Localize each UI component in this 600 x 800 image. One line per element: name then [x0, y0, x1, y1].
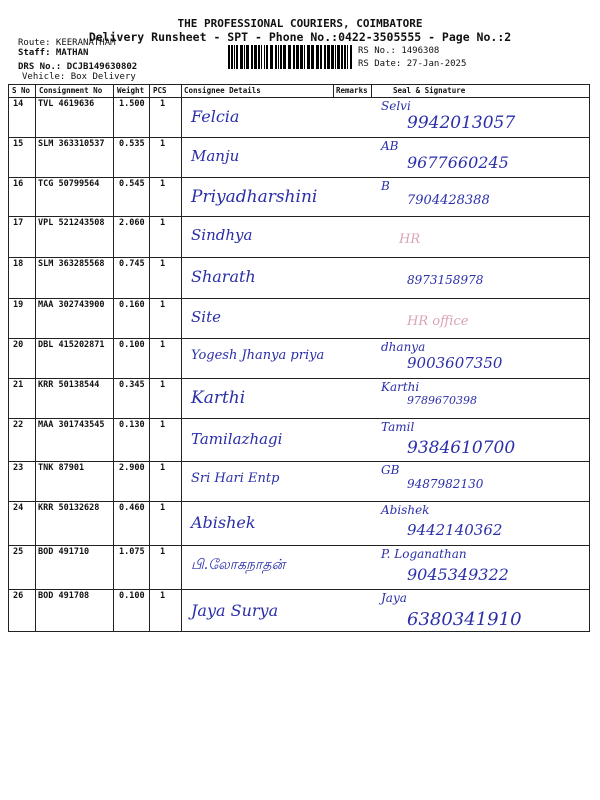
barcode-bar: [296, 45, 299, 69]
runsheet-title: Delivery Runsheet - SPT - Phone No.:0422-3505555 - Page No.:2: [88, 30, 512, 44]
barcode-bar: [347, 45, 348, 69]
barcode-bar: [304, 45, 305, 69]
barcode-bar: [254, 45, 257, 69]
row-consignment-no: DBL 415202871: [38, 340, 105, 350]
row-signature-name: B: [381, 179, 390, 193]
table-row: [9, 418, 589, 462]
barcode-bar: [316, 45, 319, 69]
barcode-bar: [311, 45, 314, 69]
row-consignment-no: KRR 50138544: [38, 380, 100, 390]
barcode-bar: [300, 45, 303, 69]
row-signature-phone: 9677660245: [407, 153, 509, 172]
row-signature-phone: 6380341910: [407, 609, 522, 630]
barcode-bar: [246, 45, 249, 69]
table-row: [9, 137, 589, 178]
row-pcs: 1: [160, 340, 166, 350]
row-weight: 0.545: [119, 179, 145, 189]
row-weight: 2.060: [119, 218, 145, 228]
row-consignee-handwriting: Priyadharshini: [191, 187, 318, 207]
runsheet-table: [8, 84, 590, 632]
barcode-image: [228, 45, 354, 69]
row-pcs: 1: [160, 591, 166, 601]
barcode-bar: [307, 45, 310, 69]
barcode-bar: [270, 45, 273, 69]
row-weight: 0.130: [119, 420, 145, 430]
row-pcs: 1: [160, 547, 166, 557]
row-signature-phone: 9045349322: [407, 565, 509, 584]
row-weight: 0.345: [119, 380, 145, 390]
row-sno: 16: [13, 179, 24, 189]
row-sno: 22: [13, 420, 24, 430]
row-consignee-handwriting: Sri Hari Entp: [191, 471, 280, 486]
table-row: [9, 177, 589, 217]
row-consignee-handwriting: Abishek: [191, 513, 256, 532]
row-consignment-no: BOD 491708: [38, 591, 90, 601]
row-sno: 20: [13, 340, 24, 350]
table-row: [9, 216, 589, 258]
barcode-bar: [240, 45, 243, 69]
row-sno: 25: [13, 547, 24, 557]
barcode-bar: [293, 45, 295, 69]
barcode-bar: [258, 45, 260, 69]
row-weight: 2.900: [119, 463, 145, 473]
row-pcs: 1: [160, 179, 166, 189]
barcode-bar: [264, 45, 265, 69]
row-consignment-no: TNK 87901: [38, 463, 85, 473]
row-weight: 0.100: [119, 340, 145, 350]
barcode-bar: [324, 45, 326, 69]
col-consignee: Consignee Details: [184, 86, 261, 95]
drs-number: DRS No.: DCJB149630802: [18, 62, 138, 72]
barcode-bar: [266, 45, 268, 69]
table-row: [9, 545, 589, 590]
row-signature-name: P. Loganathan: [381, 547, 467, 561]
barcode-bar: [350, 45, 352, 69]
row-weight: 0.745: [119, 259, 145, 269]
barcode-bar: [341, 45, 343, 69]
barcode-bar: [337, 45, 340, 69]
rs-number: RS No.: 1496308: [358, 46, 440, 56]
col-remarks: Remarks: [336, 86, 368, 95]
column-divider: [333, 85, 334, 97]
row-consignee-handwriting: Manju: [191, 147, 240, 165]
barcode-bar: [275, 45, 277, 69]
row-sno: 23: [13, 463, 24, 473]
row-sno: 19: [13, 300, 24, 310]
barcode-bar: [320, 45, 322, 69]
row-consignment-no: MAA 302743900: [38, 300, 105, 310]
row-signature-name: Selvi: [381, 99, 411, 113]
barcode-bar: [335, 45, 336, 69]
barcode-bar: [236, 45, 238, 69]
col-sno: S No: [12, 86, 31, 95]
row-consignee-handwriting: Site: [191, 308, 221, 326]
row-signature-name: Tamil: [381, 420, 415, 434]
row-weight: 1.075: [119, 547, 145, 557]
row-weight: 1.500: [119, 99, 145, 109]
row-signature-phone: 9442140362: [407, 521, 503, 539]
row-consignment-no: TVL 4619636: [38, 99, 95, 109]
table-row: [9, 338, 589, 379]
row-pcs: 1: [160, 420, 166, 430]
table-row: [9, 501, 589, 546]
row-consignee-handwriting: பி.லோகநாதன்: [191, 557, 286, 573]
row-sno: 26: [13, 591, 24, 601]
row-consignee-handwriting: Sharath: [191, 267, 256, 286]
barcode-bar: [283, 45, 286, 69]
row-consignment-no: SLM 363310537: [38, 139, 105, 149]
row-signature-name: AB: [381, 139, 399, 153]
row-signature-phone: HR office: [407, 314, 469, 329]
row-sno: 24: [13, 503, 24, 513]
col-weight: Weight: [117, 86, 145, 95]
row-signature-phone: 9003607350: [407, 354, 503, 372]
barcode-bar: [331, 45, 334, 69]
barcode-bar: [278, 45, 279, 69]
table-row: [9, 97, 589, 138]
row-weight: 0.100: [119, 591, 145, 601]
row-consignee-handwriting: Tamilazhagi: [191, 430, 283, 448]
table-row: [9, 257, 589, 299]
barcode-bar: [288, 45, 291, 69]
row-pcs: 1: [160, 300, 166, 310]
table-row: [9, 298, 589, 339]
rs-date: RS Date: 27-Jan-2025: [358, 59, 467, 69]
row-signature-phone: HR: [399, 232, 421, 247]
row-signature-phone: 9384610700: [407, 438, 516, 458]
row-consignee-handwriting: Yogesh Jhanya priya: [191, 348, 325, 363]
row-signature-phone: 9789670398: [407, 394, 477, 407]
row-pcs: 1: [160, 463, 166, 473]
barcode-bar: [234, 45, 235, 69]
row-consignment-no: MAA 301743545: [38, 420, 105, 430]
col-seal: Seal & Signature: [393, 86, 466, 95]
row-pcs: 1: [160, 503, 166, 513]
row-signature-name: Jaya: [381, 591, 407, 605]
row-sno: 21: [13, 380, 24, 390]
staff-label: Staff: MATHAN: [18, 48, 89, 58]
barcode-bar: [327, 45, 330, 69]
row-sno: 17: [13, 218, 24, 228]
vehicle-label: Vehicle: Box Delivery: [22, 72, 136, 82]
row-consignee-handwriting: Felcia: [191, 107, 240, 126]
row-pcs: 1: [160, 139, 166, 149]
row-consignee-handwriting: Jaya Surya: [191, 601, 279, 620]
table-row: [9, 461, 589, 502]
row-pcs: 1: [160, 218, 166, 228]
row-pcs: 1: [160, 99, 166, 109]
row-consignment-no: VPL 521243508: [38, 218, 105, 228]
row-sno: 18: [13, 259, 24, 269]
row-signature-phone: 8973158978: [407, 273, 484, 287]
barcode-bar: [280, 45, 282, 69]
row-pcs: 1: [160, 259, 166, 269]
row-consignment-no: BOD 491710: [38, 547, 90, 557]
row-consignment-no: SLM 363285568: [38, 259, 105, 269]
row-consignee-handwriting: Sindhya: [191, 226, 253, 244]
row-signature-phone: 7904428388: [407, 193, 490, 208]
barcode-bar: [261, 45, 262, 69]
row-weight: 0.460: [119, 503, 145, 513]
row-weight: 0.535: [119, 139, 145, 149]
table-row: [9, 378, 589, 419]
row-pcs: 1: [160, 380, 166, 390]
company-title: THE PROFESSIONAL COURIERS, COIMBATORE: [177, 17, 423, 30]
row-consignment-no: KRR 50132628: [38, 503, 100, 513]
barcode-bar: [231, 45, 233, 69]
row-signature-name: Karthi: [381, 380, 420, 394]
barcode-bar: [251, 45, 253, 69]
route-label: Route: KEERANATHAM: [18, 38, 116, 48]
row-signature-name: Abishek: [381, 503, 430, 517]
row-signature-name: GB: [381, 463, 400, 477]
col-pcs: PCS: [153, 86, 167, 95]
barcode-bar: [344, 45, 346, 69]
row-sno: 14: [13, 99, 24, 109]
row-consignee-handwriting: Karthi: [191, 388, 246, 408]
row-sno: 15: [13, 139, 24, 149]
row-signature-phone: 9942013057: [407, 113, 516, 133]
col-consignment: Consignment No: [39, 86, 103, 95]
row-weight: 0.160: [119, 300, 145, 310]
column-divider: [371, 85, 372, 97]
table-row: [9, 589, 589, 632]
row-signature-name: dhanya: [381, 340, 426, 354]
barcode-bar: [228, 45, 230, 69]
row-consignment-no: TCG 50799564: [38, 179, 100, 189]
barcode-bar: [244, 45, 245, 69]
row-signature-phone: 9487982130: [407, 477, 484, 491]
